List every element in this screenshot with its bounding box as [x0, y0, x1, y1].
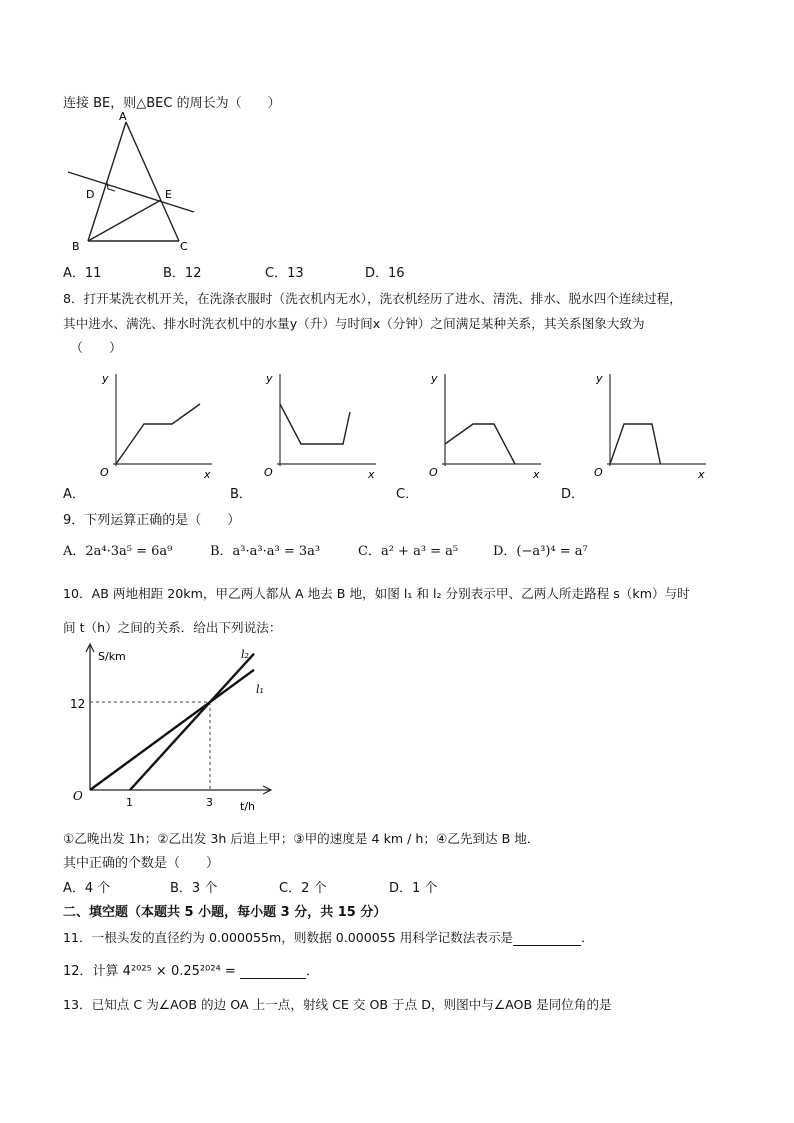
- q10-option-b: B．3 个: [170, 881, 218, 896]
- q8-answer-paren: （ ）: [70, 341, 123, 356]
- q9-option-c: C．a² + a³ = a⁵: [358, 544, 459, 559]
- q7-option-a: A．11: [63, 266, 102, 281]
- q8-graph-d-curve: [610, 424, 660, 464]
- q11-text: 11．一根头发的直径约为 0.000055m，则数据 0.000055 用科学记数法表示是: [63, 930, 514, 945]
- vertex-a-label: A: [119, 110, 127, 123]
- vertex-c-label: C: [180, 240, 188, 253]
- q8-stem-line2: 其中进水、满洗、排水时洗衣机中的水量y（升）与时间x（分钟）之间满足某种关系，其关系图象大致为: [63, 316, 645, 331]
- x-axis-label: x: [204, 468, 211, 481]
- q8-graph-b: [252, 368, 382, 483]
- q7-option-b: B．12: [163, 266, 202, 281]
- y-axis-label: y: [102, 372, 109, 385]
- series-l2-line: [130, 654, 254, 790]
- l2-label: l₂: [241, 648, 249, 661]
- x-axis-label: t/h: [240, 800, 255, 813]
- q10-option-d: D．1 个: [389, 881, 438, 896]
- q8-option-a-label: A．: [63, 487, 85, 502]
- x-tick-1: 1: [126, 796, 133, 809]
- origin-label: O: [429, 466, 438, 479]
- origin-label: O: [594, 466, 603, 479]
- side-ac: [126, 122, 179, 241]
- q9-option-a: A．2a⁴·3a⁵ = 6a⁹: [63, 544, 173, 559]
- q8-stem-line1: 8．打开某洗衣机开关，在洗涤衣服时（洗衣机内无水），洗衣机经历了进水、清洗、排水、脱水四个连续过程，: [63, 291, 682, 306]
- q9-option-b: B．a³·a³·a³ = 3a³: [210, 544, 321, 559]
- x-axis-label: x: [698, 468, 705, 481]
- origin-label: O: [264, 466, 273, 479]
- q8-graph-d: [582, 368, 712, 483]
- q8-graph-c-curve: [445, 424, 515, 464]
- y-tick-12: 12: [70, 697, 86, 711]
- point-e-label: E: [165, 188, 172, 201]
- q10-option-c: C．2 个: [279, 881, 327, 896]
- q8-graph-b-curve: [280, 404, 350, 444]
- q8-option-b-label: B．: [230, 487, 252, 502]
- q10-ask: 其中正确的个数是（ ）: [63, 856, 220, 871]
- series-l1-line: [90, 670, 254, 790]
- l1-label: l₁: [256, 683, 264, 696]
- q7-option-d: D．16: [365, 266, 405, 281]
- vertex-b-label: B: [72, 240, 80, 253]
- triangle-figure: [60, 110, 210, 255]
- q8-graph-a-curve: [116, 404, 200, 464]
- q12-end: ．: [305, 964, 319, 979]
- y-axis-label: S/km: [98, 650, 126, 663]
- q12-row: [63, 960, 319, 979]
- y-axis-label: y: [266, 372, 273, 385]
- q12-text: 12．计算 4²⁰²⁵ × 0.25²⁰²⁴ =: [63, 964, 236, 979]
- q7-option-c: C．13: [265, 266, 304, 281]
- q12-answer-blank[interactable]: [240, 964, 306, 979]
- q11-answer-blank[interactable]: [513, 931, 581, 946]
- origin-label: O: [100, 466, 109, 479]
- q8-graph-a: [88, 368, 218, 483]
- q10-statements: ①乙晚出发 1h；②乙出发 3h 后追上甲；③甲的速度是 4 km / h；④乙先到达 B 地．: [63, 831, 540, 846]
- y-axis-label: y: [596, 372, 603, 385]
- q10-stem-line2: 间 t（h）之间的关系．给出下列说法：: [63, 620, 282, 635]
- q10-stem-line1: 10．AB 两地相距 20km，甲乙两人都从 A 地去 B 地，如图 l₁ 和 l₂ 分别表示甲、乙两人所走路程 s（km）与时: [63, 586, 690, 601]
- q9-option-d: D．(−a³)⁴ = a⁷: [493, 544, 588, 559]
- q11-row: [63, 927, 594, 946]
- x-axis-label: x: [368, 468, 375, 481]
- x-axis-label: x: [533, 468, 540, 481]
- q8-option-c-label: C．: [396, 487, 419, 502]
- section-2-title: 二、填空题（本题共 5 小题，每小题 3 分，共 15 分）: [63, 905, 387, 920]
- point-d-label: D: [86, 188, 95, 201]
- x-tick-3: 3: [206, 796, 213, 809]
- q8-graph-c: [417, 368, 547, 483]
- origin-label: O: [73, 789, 83, 803]
- q13-stem: 13．已知点 C 为∠AOB 的边 OA 上一点，射线 CE 交 OB 于点 D，则图中与∠AOB 是同位角的是: [63, 997, 612, 1012]
- q8-option-d-label: D．: [561, 487, 585, 502]
- q11-end: ．: [581, 930, 594, 945]
- q9-stem: 9．下列运算正确的是（ ）: [63, 513, 241, 528]
- q10-option-a: A．4 个: [63, 881, 111, 896]
- distance-time-chart: [60, 640, 280, 820]
- y-axis-label: y: [431, 372, 438, 385]
- question-7-tail-text: 连接 BE，则△BEC 的周长为（ ）: [63, 96, 281, 111]
